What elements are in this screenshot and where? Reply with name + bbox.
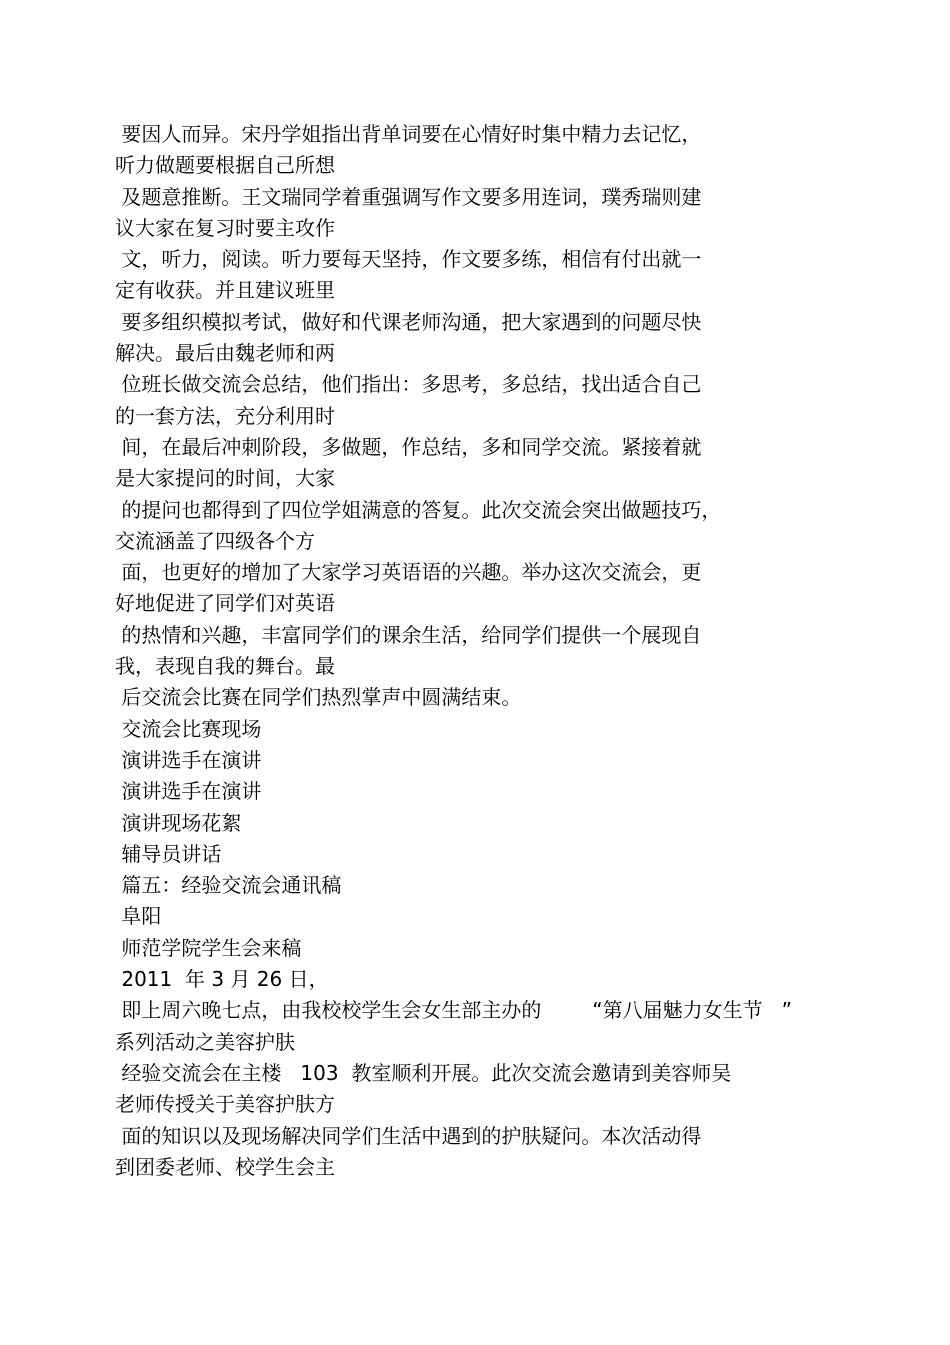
text-line: 的提问也都得到了四位学姐满意的答复。此次交流会突出做题技巧， [115, 497, 722, 522]
text-line: 阜阳 [115, 904, 162, 929]
text-line: 议大家在复习时要主攻作 [115, 215, 335, 240]
text-line: 文，听力，阅读。听力要每天坚持，作文要多练，相信有付出就一 [115, 247, 702, 272]
text-line: 交流涵盖了四级各个方 [115, 528, 315, 553]
text-line: 篇五：经验交流会通讯稿 [115, 873, 342, 898]
text-line: 系列活动之美容护肤 [115, 1029, 295, 1054]
text-line: 好地促进了同学们对英语 [115, 591, 335, 616]
text-line: 2011 年 3 月 26 日， [115, 967, 329, 992]
body-text [115, 119, 835, 1183]
text-line: 要因人而异。宋丹学姐指出背单词要在心情好时集中精力去记忆， [115, 122, 702, 146]
text-line: 师范学院学生会来稿 [115, 935, 302, 960]
text-line: 即上周六晚七点，由我校校学生会女生部主办的 “第八届魅力女生节 ” [115, 998, 793, 1023]
text-line: 听力做题要根据自己所想 [115, 153, 335, 178]
text-line: 间，在最后冲刺阶段，多做题，作总结，多和同学交流。紧接着就 [115, 434, 702, 459]
text-line: 面的知识以及现场解决同学们生活中遇到的护肤疑问。本次活动得 [115, 1123, 702, 1148]
text-line: 定有收获。并且建议班里 [115, 278, 335, 303]
text-line: 演讲选手在演讲 [115, 779, 262, 804]
text-line: 要多组织模拟考试，做好和代课老师沟通，把大家遇到的问题尽快 [115, 309, 702, 334]
text-line: 后交流会比赛在同学们热烈掌声中圆满结束。 [115, 685, 522, 710]
text-line: 老师传授关于美容护肤方 [115, 1092, 335, 1117]
text-line: 的一套方法，充分利用时 [115, 403, 335, 428]
text-line: 是大家提问的时间，大家 [115, 466, 335, 491]
text-line: 及题意推断。王文瑞同学着重强调写作文要多用连词，璞秀瑞则建 [115, 184, 702, 209]
text-line: 的热情和兴趣，丰富同学们的课余生活，给同学们提供一个展现自 [115, 622, 702, 647]
text-line: 我，表现自我的舞台。最 [115, 654, 335, 679]
text-line: 演讲选手在演讲 [115, 747, 262, 772]
text-line: 到团委老师、校学生会主 [115, 1154, 335, 1179]
text-line: 经验交流会在主楼 103 教室顺利开展。此次交流会邀请到美容师吴 [115, 1060, 732, 1085]
text-line: 演讲现场花絮 [115, 810, 242, 835]
text-line: 位班长做交流会总结，他们指出：多思考，多总结，找出适合自己 [115, 372, 702, 397]
text-line: 辅导员讲话 [115, 841, 222, 866]
text-line: 解决。最后由魏老师和两 [115, 341, 335, 366]
text-line: 交流会比赛现场 [115, 716, 262, 741]
text-line: 面，也更好的增加了大家学习英语语的兴趣。举办这次交流会，更 [115, 560, 702, 585]
